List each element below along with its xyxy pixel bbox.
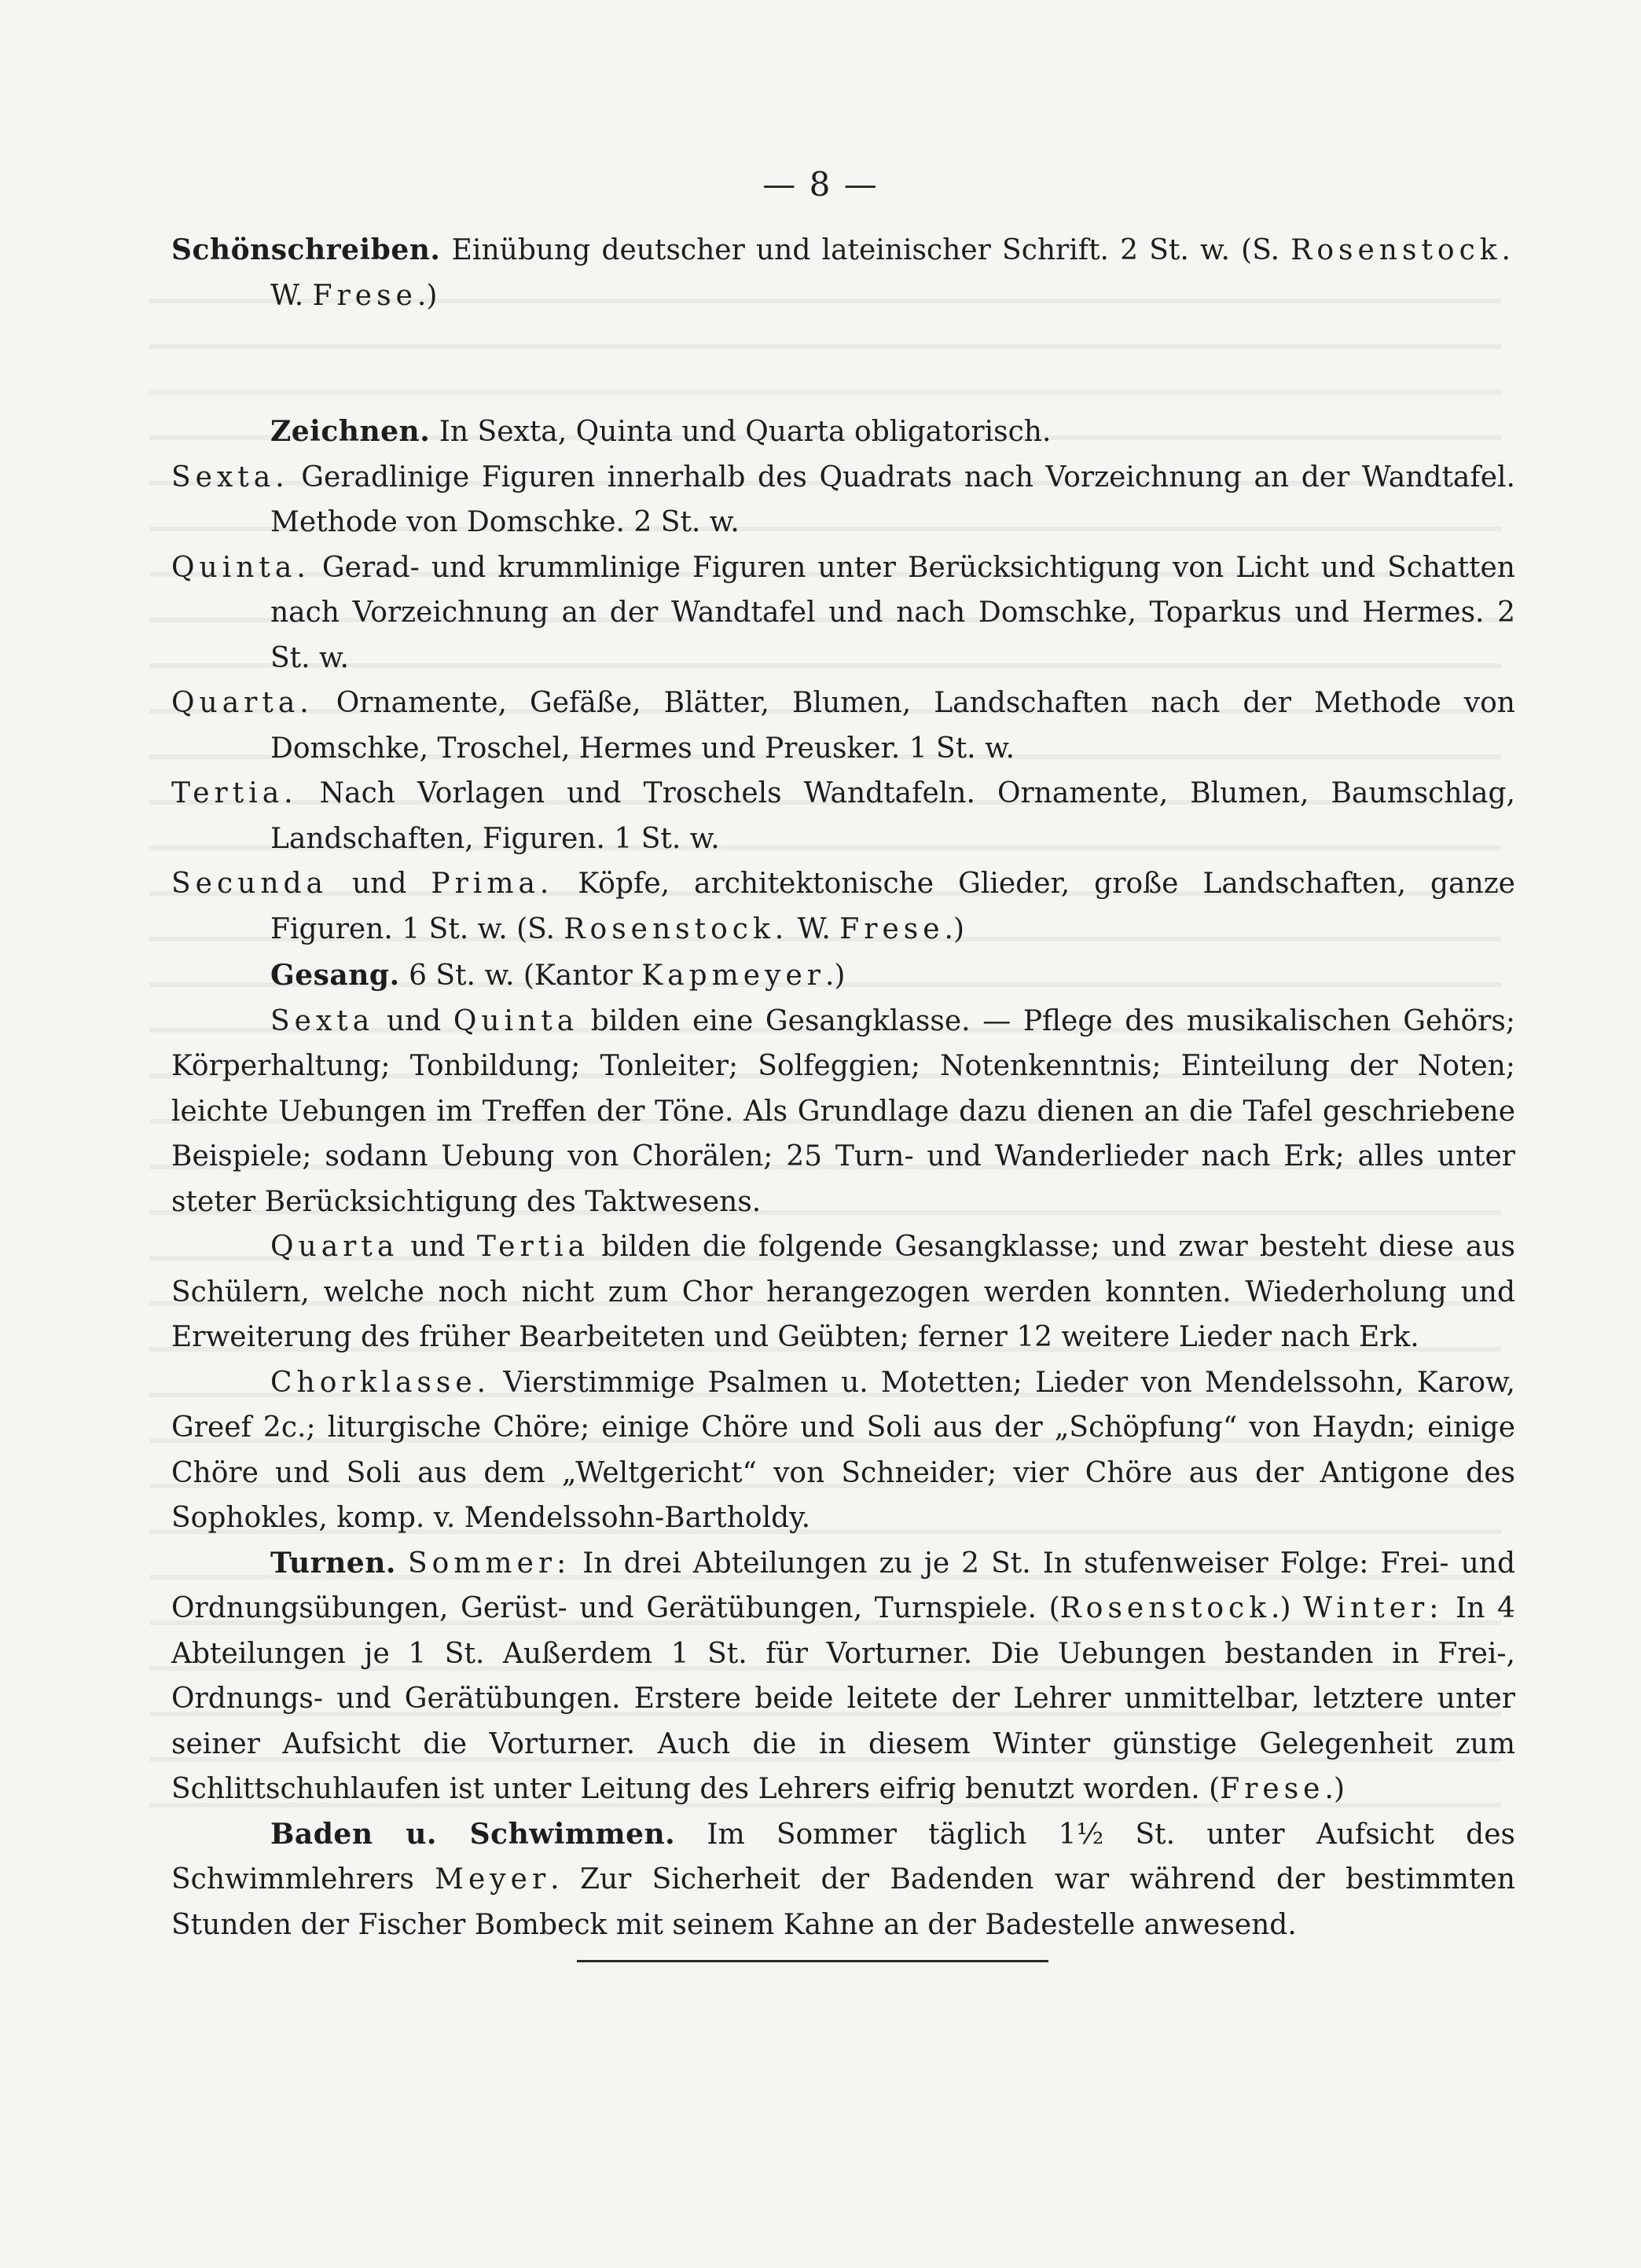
turnen-sommer-label: Sommer: (407, 1547, 571, 1580)
zeichnen-quarta (171, 681, 1515, 771)
secunda-joiner: und (351, 868, 407, 900)
section-zeichnen (171, 409, 1515, 455)
schoenschreiben-heading: Schönschreiben. (171, 233, 441, 266)
gesang-hours: 6 St. w. (Kantor (409, 960, 633, 992)
teacher-rosenstock: Rosenstock. (1290, 234, 1515, 266)
section-schoenschreiben (171, 228, 1515, 318)
turnen-winter-text: In 4 Abteilungen je 1 St. Außerdem 1 St. für Vorturner. Die Uebungen bestanden in Frei-, Ordnungs- und Gerätübungen. Erstere beide leitete der Lehrer unmittelbar, letztere unter seiner Aufsicht die Vorturner. Auch die in diesem Winter günstige Gelegenheit zum Schlittschuhlaufen ist unter Leitung des Lehrers eifrig benutzt worden. ( (171, 1592, 1515, 1805)
gesang-paragraph-1 (171, 999, 1515, 1225)
gesang-p2-label-quarta: Quarta (270, 1231, 399, 1263)
gesang-p3-text: Vierstimmige Psalmen u. Motetten; Lieder von Mendelssohn, Karow, Greef 2c.; liturgische Chöre; einige Chöre und Soli aus der „Schöpfung“ von Haydn; einige Chöre und Soli aus dem „Weltgericht“ von Schneider; vier Chöre aus der Antigone des Sophokles, komp. v. Mendelssohn-Bartholdy. (171, 1366, 1515, 1534)
quinta-text: Gerad- und krummlinige Figuren unter Berücksichtigung von Licht und Schatten nach Vorzeichnung an der Wandtafel und nach Domschke, Toparkus und Hermes. 2 St. w. (270, 551, 1515, 674)
teacher-rosenstock: Rosenstock. (564, 912, 789, 945)
gesang-p3-label-chorklasse: Chorklasse. (270, 1366, 491, 1399)
section-baden (171, 1812, 1515, 1948)
gesang-paragraph-3 (171, 1360, 1515, 1541)
gesang-heading: Gesang. (270, 959, 400, 992)
schoenschreiben-text: Einübung deutscher und lateinischer Schrift. 2 St. w. (S. (451, 234, 1280, 266)
gesang-p2-label-tertia: Tertia (476, 1231, 590, 1263)
gesang-p2-joiner: und (410, 1231, 465, 1263)
quinta-label: Quinta. (171, 551, 310, 584)
teacher-frese: Frese (312, 279, 417, 312)
teacher-frese: Frese (1220, 1773, 1325, 1805)
turnen-mid: .) (1271, 1592, 1291, 1624)
zeichnen-tertia (171, 771, 1515, 861)
swim-teacher-meyer: Meyer (435, 1863, 551, 1896)
sexta-text: Geradlinige Figuren innerhalb des Quadrats nach Vorzeichnung an der Wandtafel. Methode von Domschke. 2 St. w. (270, 461, 1515, 538)
page-number: — 8 — (762, 165, 879, 204)
schoenschreiben-tail: .) (417, 279, 438, 312)
zeichnen-intro: In Sexta, Quinta und Quarta obligatorisch. (439, 416, 1052, 448)
gesang-p1-label-sexta: Sexta (270, 1004, 375, 1037)
gesang-p1-joiner: und (386, 1004, 442, 1037)
gesang-p1-label-quinta: Quinta (453, 1004, 579, 1037)
sexta-label: Sexta. (171, 461, 289, 494)
secunda-prima-tail: .) (944, 912, 965, 945)
section-gesang (171, 953, 1515, 999)
teacher-rosenstock: Rosenstock (1059, 1592, 1272, 1624)
page-content (171, 228, 1515, 1947)
baden-text-b: . Zur Sicherheit der Badenden war während der bestimmten Stunden der Fischer Bombeck mit seinem Kahne an der Badestelle anwesend. (171, 1863, 1515, 1941)
teacher-initial: W. (797, 912, 831, 945)
teacher-initial: W. (270, 279, 304, 312)
gesang-p1-text: bilden eine Gesangklasse. — Pflege des musikalischen Gehörs; Körperhaltung; Tonbildung; Tonleiter; Solfeggien; Notenkenntnis; Einteilung der Noten; leichte Uebungen im Treffen der Töne. Als Grundlage dazu dienen an die Tafel geschriebene Beispiele; sodann Uebung von Chorälen; 25 Turn- und Wanderlieder nach Erk; alles unter steter Berücksichtigung des Taktwesens. (171, 1004, 1515, 1218)
section-end-rule (577, 1960, 1048, 1962)
turnen-heading: Turnen. (270, 1546, 396, 1580)
teacher-kapmeyer: Kapmeyer (641, 960, 825, 992)
zeichnen-quinta (171, 545, 1515, 681)
zeichnen-heading: Zeichnen. (270, 415, 431, 448)
zeichnen-sexta (171, 455, 1515, 545)
quarta-text: Ornamente, Gefäße, Blätter, Blumen, Landschaften nach der Methode von Domschke, Troschel, Hermes und Preusker. 1 St. w. (270, 687, 1515, 765)
quarta-label: Quarta. (171, 687, 314, 719)
secunda-label: Secunda (171, 868, 329, 900)
baden-heading: Baden u. Schwimmen. (270, 1817, 676, 1851)
baden-text-a: Im Sommer täglich 1½ St. unter Aufsicht des Schwimmlehrers (171, 1818, 1515, 1896)
prima-label: Prima. (431, 868, 554, 900)
section-turnen (171, 1541, 1515, 1812)
gesang-p2-text: bilden die folgende Gesangklasse; und zwar besteht diese aus Schülern, welche noch nicht zum Chor herangezogen werden konnten. Wiederholung und Erweiterung des früher Bearbeiteten und Geübten; ferner 12 weitere Lieder nach Erk. (171, 1231, 1516, 1353)
teacher-frese: Frese (839, 912, 945, 945)
tertia-label: Tertia. (171, 777, 298, 809)
tertia-text: Nach Vorlagen und Troschels Wandtafeln. Ornamente, Blumen, Baumschlag, Landschaften, Figuren. 1 St. w. (270, 777, 1515, 855)
zeichnen-secunda-prima (171, 861, 1515, 952)
gesang-tail: .) (824, 960, 846, 992)
turnen-tail: .) (1324, 1773, 1345, 1805)
turnen-winter-label: Winter: (1303, 1592, 1444, 1624)
gesang-paragraph-2 (171, 1224, 1515, 1360)
turnen-sommer-text: In drei Abteilungen zu je 2 St. In stufenweiser Folge: Frei- und Ordnungsübungen, Gerüst- und Gerätübungen, Turnspiele. ( (171, 1547, 1515, 1624)
secunda-prima-text: Köpfe, architektonische Glieder, große Landschaften, ganze Figuren. 1 St. w. (S. (270, 868, 1515, 945)
